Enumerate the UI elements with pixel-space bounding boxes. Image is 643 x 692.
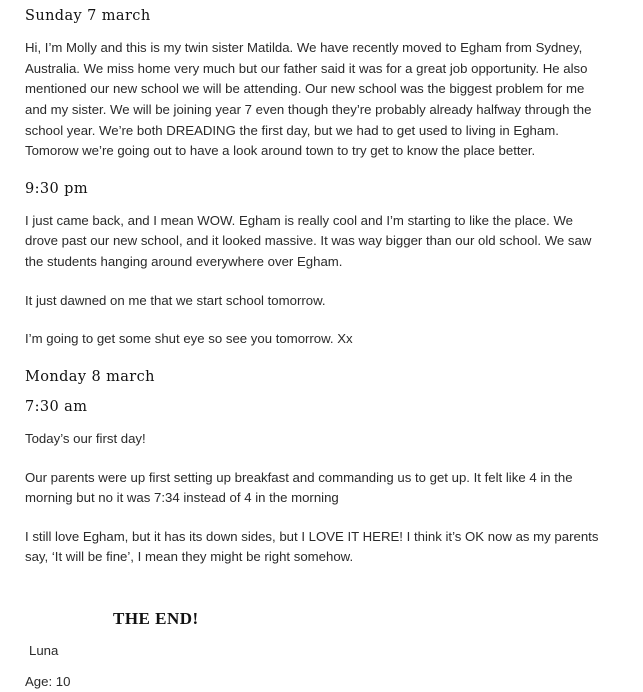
time-heading-930pm: 9:30 pm xyxy=(25,180,89,197)
spacer xyxy=(25,386,600,398)
author-name: Luna xyxy=(29,643,59,658)
spacer xyxy=(25,662,600,672)
time-heading-730am: 7:30 am xyxy=(25,398,88,415)
the-end-text: THE END! xyxy=(113,609,199,628)
spacer xyxy=(25,629,600,641)
paragraph-evening-recap: I just came back, and I mean WOW. Egham is really cool and I’m starting to like the place. We drove past our new school, and it looked massive. It was way bigger than our old school. We saw the students hanging around everywhere over Egham. xyxy=(25,212,592,269)
paragraph-parents-breakfast: Our parents were up first setting up breakfast and commanding us to get up. It felt like 4 in the morning but no it was 7:34 instead of 4 in the morning xyxy=(25,469,573,506)
date-heading-monday: Monday 8 march xyxy=(25,368,155,385)
spacer xyxy=(25,25,600,38)
spacer xyxy=(25,273,600,291)
paragraph-shut-eye: I’m going to get some shut eye so see you tomorrow. Xx xyxy=(25,331,353,347)
paragraph-love-it-here: I still love Egham, but it has its down sides, but I LOVE IT HERE! I think it’s OK now as my parents say, ‘It will be fine’, I mean they might be right somehow. xyxy=(25,528,599,565)
spacer xyxy=(25,311,600,329)
paragraph-first-day: Today’s our first day! xyxy=(25,431,146,447)
spacer xyxy=(25,350,600,368)
paragraph-intro: Hi, I’m Molly and this is my twin sister Matilda. We have recently moved to Egham from Sydney, Australia. We miss home very much but our father said it was for a great job opportunity. He also mentioned our new school we will be attending. Our new school was the biggest problem for me and my sister. We will be joining year 7 even though they’re probably already halfway through the school year. We’re both DREADING the first day, but we had to get used to living in Egham. Tomorow we’re going out to have a look around town to try get to know the place better. xyxy=(25,40,592,159)
date-heading-sunday: Sunday 7 march xyxy=(25,8,151,24)
paragraph-dawned-on-me: It just dawned on me that we start school tomorrow. xyxy=(25,292,326,308)
spacer xyxy=(25,568,600,609)
spacer xyxy=(25,198,600,211)
spacer xyxy=(25,509,600,527)
spacer xyxy=(25,162,600,180)
author-age: Age: 10 xyxy=(25,673,71,689)
spacer xyxy=(25,416,600,429)
spacer xyxy=(25,450,600,468)
